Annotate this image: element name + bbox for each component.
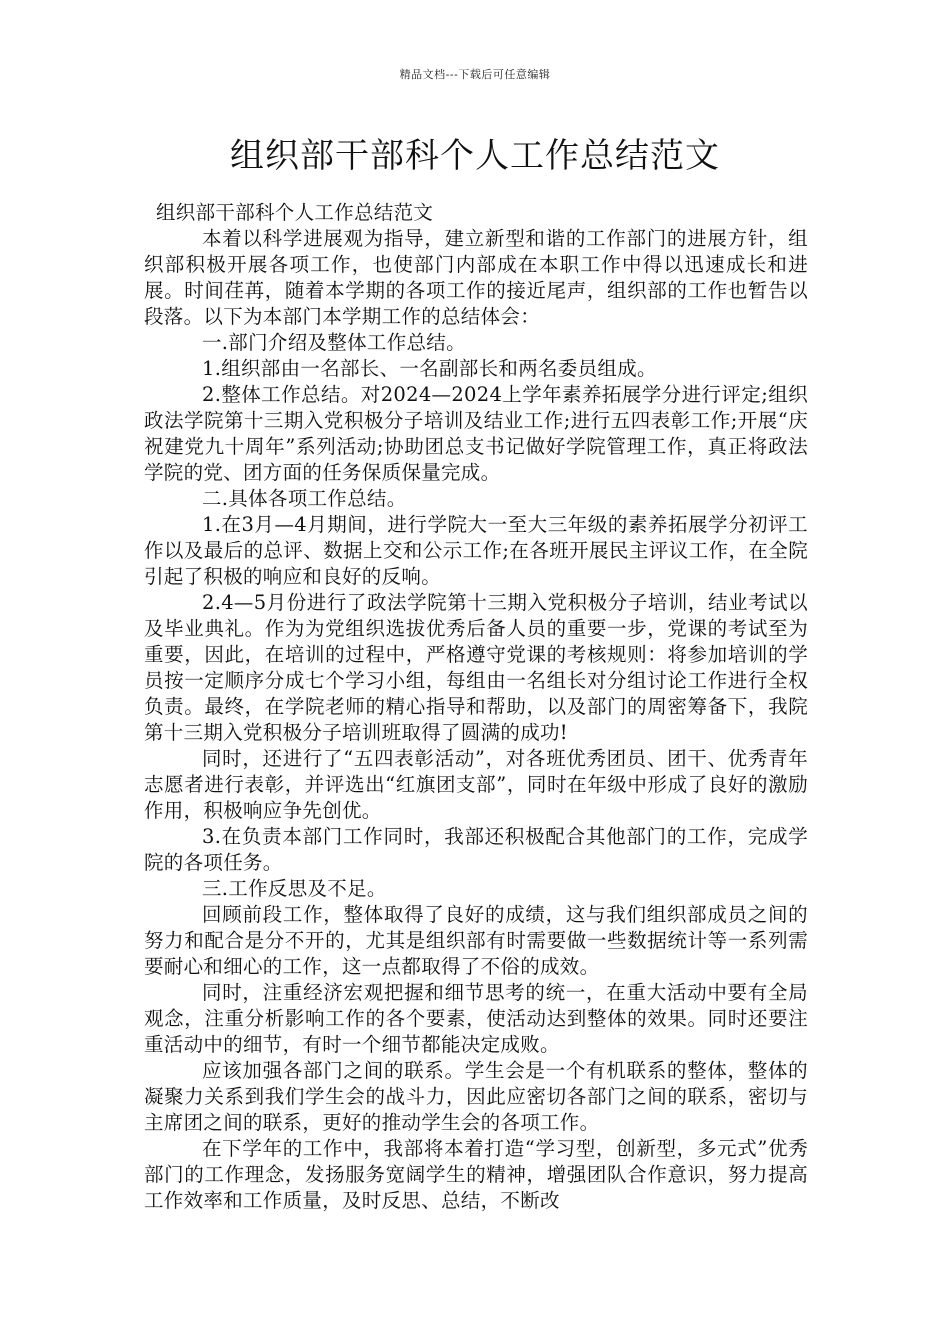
list-item-2-3: 3.在负责本部门工作同时，我部还积极配合其他部门的工作，完成学院的各项任务。 (144, 825, 808, 874)
section-heading-1: 一.部门介绍及整体工作总结。 (202, 331, 466, 354)
body-paragraph: 同时，注重经济宏观把握和细节思考的统一，在重大活动中要有全局观念，注重分析影响工作的各个要素，使活动达到整体的效果。同时还要注重活动中的细节，有时一个细节都能决定成败。 (144, 981, 808, 1056)
section-heading-3: 三.工作反思及不足。 (202, 877, 387, 900)
intro-paragraph: 本着以科学进展观为指导，建立新型和谐的工作部门的进展方针，组织部积极开展各项工作，也使部门内部成在本职工作中得以迅速成长和进展。时间荏苒，随着本学期的各项工作的接近尾声，组织部的工作也暂告以段落。以下为本部门本学期工作的总结体会： (144, 227, 808, 328)
header-note: 精品文档---下载后可任意编辑 (399, 68, 551, 81)
list-item-1-1: 1.组织部由一名部长、一名副部长和两名委员组成。 (202, 357, 657, 380)
body-paragraph: 应该加强各部门之间的联系。学生会是一个有机联系的整体，整体的凝聚力关系到我们学生会的战斗力，因此应密切各部门之间的联系，密切与主席团之间的联系，更好的推动学生会的各项工作。 (144, 1059, 808, 1134)
list-item-2-2: 2.4—5月份进行了政法学院第十三期入党积极分子培训，结业考试以及毕业典礼。作为为党组织选拔优秀后备人员的重要一步，党课的考试至为重要，因此，在培训的过程中，严格遵守党课的考核规则：将参加培训的学员按一定顺序分成七个学习小组，每组由一名组长对分组讨论工作进行全权负责。最终，在学院老师的精心指导和帮助，以及部门的周密筹备下，我院第十三期入党积极分子培训班取得了圆满的成功! (144, 591, 808, 744)
body-paragraph: 回顾前段工作，整体取得了良好的成绩，这与我们组织部成员之间的努力和配合是分不开的，尤其是组织部有时需要做一些数据统计等一系列需要耐心和细心的工作，这一点都取得了不俗的成效。 (144, 903, 808, 978)
list-item-2-1: 1.在3月—4月期间，进行学院大一至大三年级的素养拓展学分初评工作以及最后的总评、数据上交和公示工作;在各班开展民主评议工作，在全院引起了积极的响应和良好的反响。 (144, 513, 808, 588)
document-body (144, 200, 808, 1214)
body-paragraph: 同时，还进行了“五四表彰活动”，对各班优秀团员、团干、优秀青年志愿者进行表彰，并评选出“红旗团支部”，同时在年级中形成了良好的激励作用，积极响应争先创优。 (144, 747, 808, 822)
document-title: 组织部干部科个人工作总结范文 (230, 136, 720, 176)
document-subtitle: 组织部干部科个人工作总结范文 (156, 201, 434, 224)
list-item-1-2: 2.整体工作总结。对2024—2024上学年素养拓展学分进行评定;组织政法学院第十三期入党积极分子培训及结业工作;进行五四表彰工作;开展“庆祝建党九十周年”系列活动;协助团总支书记做好学院管理工作，真正将政法学院的党、团方面的任务保质保量完成。 (144, 383, 808, 484)
body-paragraph: 在下学年的工作中，我部将本着打造“学习型，创新型，多元式”优秀部门的工作理念，发扬服务宽阔学生的精神，增强团队合作意识，努力提高工作效率和工作质量，及时反思、总结，不断改 (144, 1137, 808, 1212)
section-heading-2: 二.具体各项工作总结。 (202, 487, 407, 510)
